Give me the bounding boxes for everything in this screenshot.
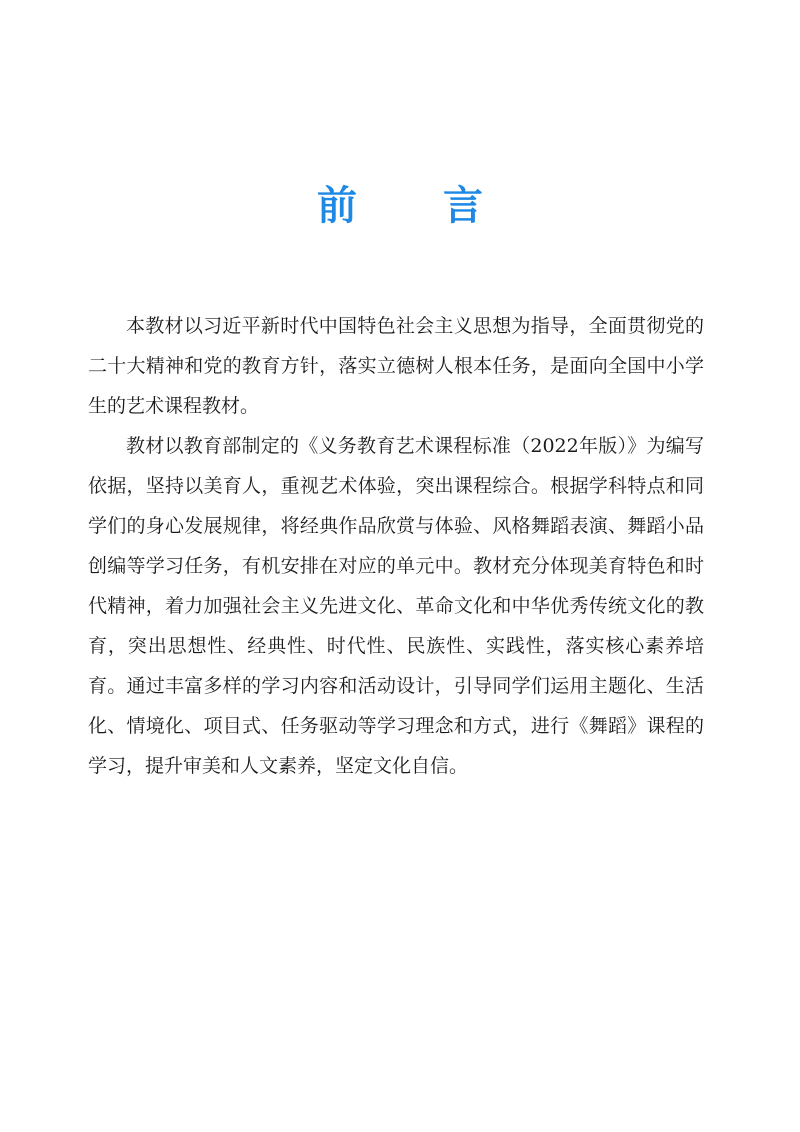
paragraph: 教材以教育部制定的《义务教育艺术课程标准（2022年版）》为编写依据，坚持以美育人，重视艺术体验，突出课程综合。根据学科特点和同学们的身心发展规律，将经典作品欣赏与体验、风格舞蹈表演、舞蹈小品创编等学习任务，有机安排在对应的单元中。教材充分体现美育特色和时代精神，着力加强社会主义先进文化、革命文化和中华优秀传统文化的教育，突出思想性、经典性、时代性、民族性、实践性，落实核心素养培育。通过丰富多样的学习内容和活动设计，引导同学们运用主题化、生活化、情境化、项目式、任务驱动等学习理念和方式，进行《舞蹈》课程的学习，提升审美和人文素养，坚定文化自信。 — [88, 435, 704, 777]
page-title: 前 言 — [317, 183, 519, 229]
preface-body — [88, 306, 704, 786]
paragraph: 本教材以习近平新时代中国特色社会主义思想为指导，全面贯彻党的二十大精神和党的教育方针，落实立德树人根本任务，是面向全国中小学生的艺术课程教材。 — [88, 315, 704, 417]
